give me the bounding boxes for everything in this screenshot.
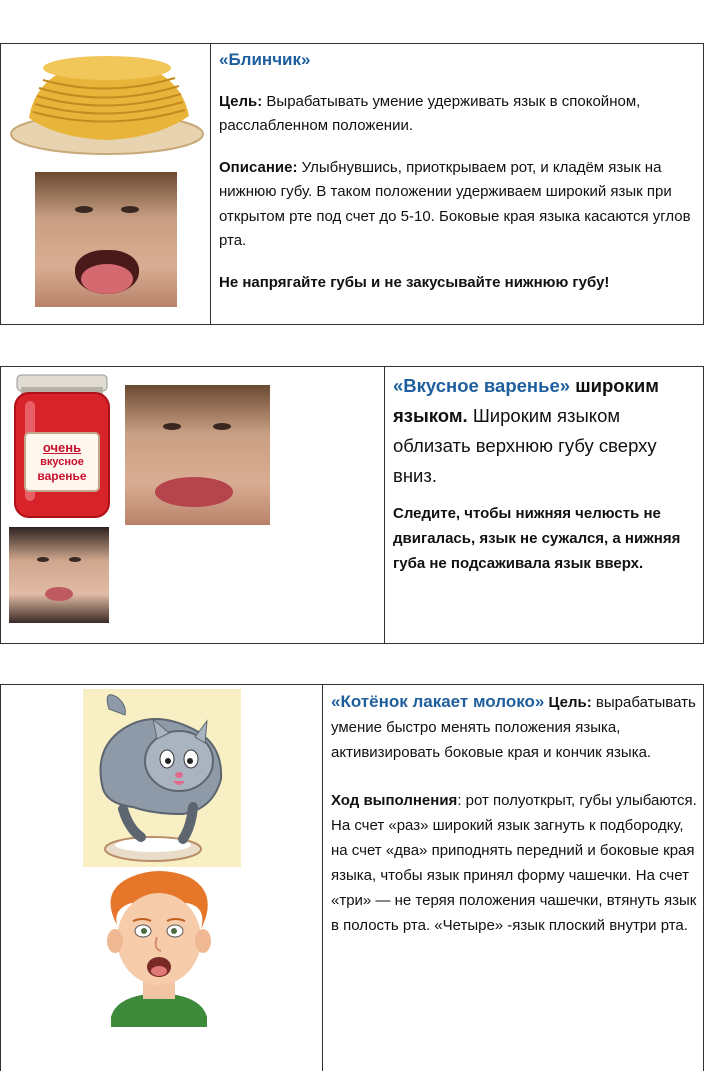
face-photo-licking-lip	[125, 385, 270, 525]
exercise-card-jam	[0, 366, 704, 644]
face-photo-tongue-on-lip	[35, 172, 177, 307]
column-divider	[322, 685, 323, 1071]
jam-jar-image	[11, 371, 113, 521]
exercise-title-rest: широким языком.	[393, 375, 659, 426]
goal-text: вырабатывать умение быстро менять положения языка, активизировать боковые края и кончик языка.	[331, 694, 696, 761]
description-paragraph	[219, 156, 699, 254]
warning-text: Следите, чтобы нижняя челюсть не двигалась, язык не сужался, а нижняя губа не подсаживала язык вверх.	[393, 505, 681, 572]
face-photo-small	[9, 527, 109, 623]
description-label: Описание:	[219, 158, 298, 176]
instruction-text: Широким языком облизать верхнюю губу сверху вниз.	[393, 405, 657, 486]
exercise-title: «Блинчик»	[219, 50, 311, 69]
exercise-card-kitten	[0, 684, 704, 1071]
goal-paragraph	[219, 90, 699, 139]
goal-label: Цель:	[219, 92, 263, 110]
eye	[69, 557, 81, 562]
goal-paragraph	[331, 689, 699, 765]
card2-text	[393, 371, 699, 576]
goal-text: Вырабатывать умение удерживать язык в спокойном, расслабленном положении.	[219, 92, 641, 134]
eye	[213, 423, 231, 430]
eye	[121, 206, 139, 213]
procedure-label: Ход выполнения	[331, 792, 458, 809]
procedure-text: : рот полуоткрыт, губы улыбаются. На счет «раз» широкий язык загнуть к подбородку, на счет «два» приподнять передний и боковые края языка, чтобы язык принял форму чашечки. На счет «три» — не теряя положения чашечки, втянуть язык в полость рта. «Четыре» -язык плоский внутри рта.	[331, 792, 697, 934]
exercise-heading	[393, 371, 699, 491]
tongue	[81, 264, 133, 294]
cartoon-boy-cup-tongue-image	[87, 867, 231, 1027]
column-divider	[210, 44, 211, 324]
eye	[163, 423, 181, 430]
jar-label-line: вкусное	[40, 456, 84, 468]
pancake-stack-image	[7, 46, 205, 156]
column-divider	[384, 367, 385, 643]
warning-text: Не напрягайте губы и не закусывайте нижнюю губу!	[219, 273, 610, 291]
tongue	[155, 477, 233, 507]
eye	[37, 557, 49, 562]
description-text: Улыбнувшись, приоткрываем рот, и кладём язык на нижнюю губу. В таком положении удерживаем широкий язык при открытом рте под счет до 5-10. Боковые края языка касаются углов рта.	[219, 158, 691, 249]
jar-label-line: варенье	[37, 469, 87, 483]
kitten-drinking-milk-image	[83, 689, 241, 867]
exercise-card-pancake	[0, 43, 704, 325]
exercise-title: «Вкусное варенье»	[393, 375, 571, 396]
card3-text	[331, 689, 699, 938]
procedure-paragraph	[331, 788, 699, 938]
jar-label-line: очень	[42, 440, 82, 455]
card1-text	[219, 48, 699, 295]
goal-label: Цель:	[544, 694, 592, 711]
jar-label	[25, 441, 99, 483]
tongue	[45, 587, 73, 601]
eye	[75, 206, 93, 213]
exercise-title: «Котёнок лакает молоко»	[331, 692, 545, 711]
